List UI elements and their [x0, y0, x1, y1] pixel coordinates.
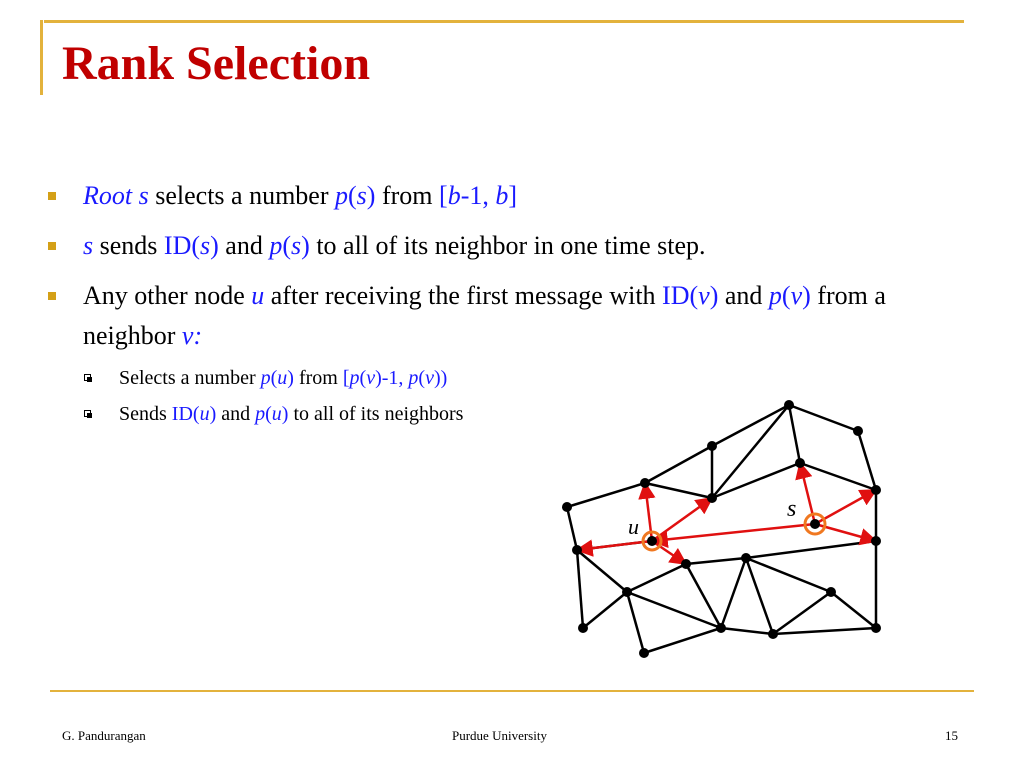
text-run: -1,: [460, 181, 496, 210]
text-run: p: [349, 367, 360, 389]
graph-node: [871, 485, 881, 495]
text-run: p: [408, 367, 419, 389]
text-run: (: [265, 403, 272, 425]
text-run: s: [356, 181, 367, 210]
graph-edge: [686, 558, 746, 564]
text-run: s: [291, 231, 302, 260]
slide-title: Rank Selection: [62, 37, 371, 90]
text-run: u: [277, 367, 288, 389]
node-s-label: s: [787, 496, 797, 522]
graph-node: [871, 536, 881, 546]
graph-edge: [789, 405, 858, 431]
graph-node: [578, 623, 588, 633]
graph-edge: [645, 483, 712, 498]
text-run: ): [301, 231, 310, 260]
text-run: ): [802, 281, 811, 310]
graph-edge: [567, 483, 645, 507]
text-run: Root s: [83, 181, 149, 210]
text-run: ID(: [171, 403, 200, 425]
message-arrow: [577, 541, 652, 550]
graph-edge: [746, 558, 831, 592]
text-run: u: [271, 403, 282, 425]
graph-node: [795, 458, 805, 468]
graph-node: [707, 493, 717, 503]
text-run: Selects a number: [119, 367, 261, 389]
text-run: ): [709, 281, 719, 310]
text-run: p: [335, 181, 348, 210]
footer-divider: [50, 690, 974, 692]
graph-node: [681, 559, 691, 569]
graph-edge: [627, 564, 686, 592]
text-run: and: [216, 403, 256, 425]
message-arrow: [652, 524, 815, 541]
graph-edge: [712, 405, 789, 498]
graph-edge: [712, 405, 789, 446]
text-run: p: [260, 367, 271, 389]
graph-edge: [721, 558, 746, 628]
graph-edge: [858, 431, 876, 490]
text-run: )-1,: [375, 367, 409, 389]
text-run: selects a number: [148, 181, 335, 210]
text-run: and: [718, 281, 769, 310]
text-run: from: [375, 181, 440, 210]
text-run: (: [781, 281, 791, 310]
graph-edge: [645, 446, 712, 483]
text-run: )): [433, 367, 448, 389]
footer-institution: Purdue University: [452, 728, 547, 743]
graph-edge: [831, 592, 876, 628]
text-run: ]: [508, 181, 518, 210]
text-run: and: [218, 231, 270, 260]
graph-edge: [746, 541, 876, 558]
graph-edge: [627, 592, 721, 628]
graph-node: [647, 536, 657, 546]
text-run: (: [282, 231, 292, 260]
text-run: v: [425, 367, 434, 389]
node-u-label: u: [628, 514, 639, 539]
text-run: v: [698, 281, 710, 310]
graph-node: [640, 478, 650, 488]
graph-edge: [789, 405, 800, 463]
message-arrow: [652, 541, 686, 564]
graph-node: [716, 623, 726, 633]
text-run: b: [495, 181, 509, 210]
graph-node: [826, 587, 836, 597]
graph-edge: [577, 550, 583, 628]
text-run: v:: [181, 321, 203, 350]
graph-node: [707, 441, 717, 451]
graph-node: [784, 400, 794, 410]
text-run: Any other node: [83, 281, 252, 310]
text-run: (: [359, 367, 367, 389]
footer-author: G. Pandurangan: [62, 728, 146, 743]
graph-edge: [800, 463, 876, 490]
graph-edge: [721, 628, 773, 634]
text-run: [: [342, 367, 350, 389]
text-run: (: [418, 367, 426, 389]
text-run: to all of its neighbors: [288, 403, 464, 425]
text-run: u: [251, 281, 265, 310]
text-run: from a neighbor: [83, 281, 886, 350]
text-run: sends: [93, 231, 164, 260]
graph-edge: [773, 628, 876, 634]
text-run: u: [199, 403, 210, 425]
graph-node: [768, 629, 778, 639]
graph-edge: [583, 592, 627, 628]
text-run: from: [293, 367, 343, 389]
text-run: [: [439, 181, 448, 210]
graph-node: [853, 426, 863, 436]
text-run: ID(: [163, 231, 200, 260]
graph-edge: [773, 592, 831, 634]
graph-edge: [567, 507, 577, 550]
text-run: ): [287, 367, 294, 389]
graph-edge: [686, 564, 721, 628]
message-arrows: [577, 463, 876, 564]
graph-node: [572, 545, 582, 555]
text-run: v: [790, 281, 803, 310]
graph-node: [639, 648, 649, 658]
text-run: after receiving the first message with: [264, 281, 663, 310]
text-run: to all of its neighbor in one time step.: [309, 231, 706, 260]
graph-node: [741, 553, 751, 563]
text-run: ): [281, 403, 289, 425]
text-run: (: [270, 367, 278, 389]
graph-edge: [746, 558, 773, 634]
text-run: s: [83, 231, 94, 260]
graph-edge: [627, 592, 644, 653]
graph-edge: [644, 628, 721, 653]
text-run: p: [768, 281, 782, 310]
text-run: s: [200, 231, 211, 260]
graph-edge: [577, 550, 627, 592]
text-run: ): [209, 403, 217, 425]
graph-node: [810, 519, 820, 529]
text-run: p: [269, 231, 283, 260]
text-run: (: [348, 181, 357, 210]
graph-node: [871, 623, 881, 633]
text-run: Sends: [119, 403, 172, 425]
graph-node: [562, 502, 572, 512]
text-run: v: [366, 367, 376, 389]
text-run: p: [255, 403, 266, 425]
text-run: b: [447, 181, 461, 210]
text-run: ): [366, 181, 376, 210]
text-run: ): [210, 231, 219, 260]
footer-page-number: 15: [945, 728, 958, 743]
graph-node: [622, 587, 632, 597]
text-run: ID(: [662, 281, 699, 310]
